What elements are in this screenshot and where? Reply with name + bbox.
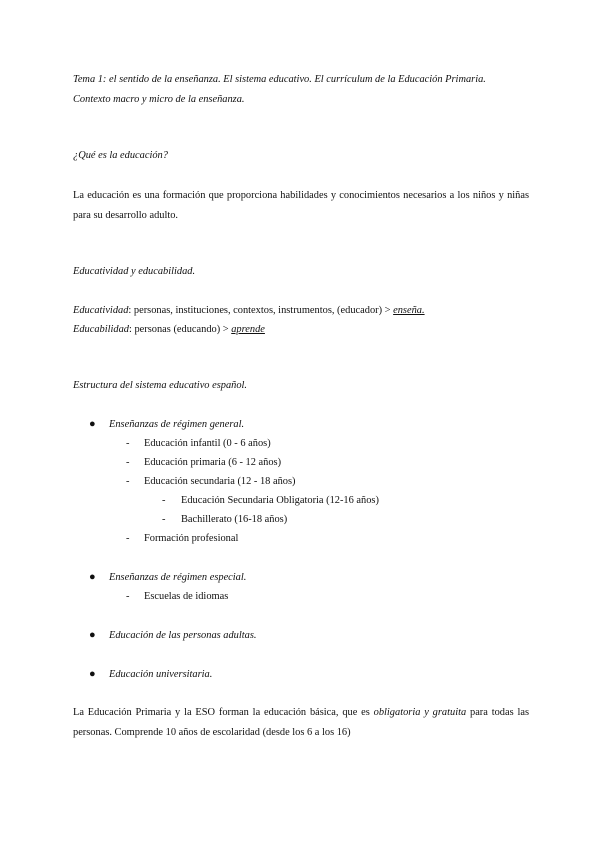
sub-item-secundaria [126,472,295,492]
educabilidad-text: : personas (educando) > [129,324,232,335]
final-text-2: para todas las personas. Comprende 10 años de escolaridad (desde los 6 a los 16) [73,707,529,738]
final-paragraph [73,703,529,742]
dash-icon: - [126,591,130,602]
list-item-especial-label: Enseñanzas de régimen especial. [109,572,247,583]
definition-paragraph: La educación es una formación que proporciona habilidades y conocimientos necesarios a los niños y niñas para su desarrollo adulto. [73,190,529,221]
educabilidad-term: Educabilidad [73,324,129,335]
bullet-icon: ● [89,629,96,641]
dash-icon: - [126,438,130,449]
sub-item-label: Escuelas de idiomas [144,591,229,602]
sub-item-label: Formación profesional [144,533,239,544]
list-item-adultas [89,626,256,646]
sub-sub-item-label: Educación Secundaria Obligatoria (12-16 años) [181,495,379,506]
document-title [73,70,533,109]
sub-item-infantil [126,434,271,454]
title-line-1: Tema 1: el sentido de la enseñanza. El sistema educativo. El currículum de la Educación Primaria. [73,74,486,85]
list-item-universitaria-label: Educación universitaria. [109,669,213,680]
educabilidad-result: aprende [231,324,265,335]
bullet-icon: ● [89,418,96,430]
list-item-general [89,415,244,435]
title-line-2: Contexto macro y micro de la enseñanza. [73,93,245,105]
dash-icon: - [162,514,166,525]
sub-sub-item-bachillerato [162,510,287,530]
sub-item-label: Educación primaria (6 - 12 años) [144,457,282,468]
bullet-icon: ● [89,668,96,680]
dash-icon: - [126,476,130,487]
final-gratuita: gratuita [432,707,467,718]
final-text-1: La Educación Primaria y la ESO forman la educación básica, que es [73,707,374,718]
sub-item-label: Educación secundaria (12 - 18 años) [144,476,296,487]
list-item-universitaria [89,665,212,685]
sub-sub-item-eso [162,491,379,511]
educatividad-result: enseña. [393,305,425,316]
list-item-general-label: Enseñanzas de régimen general. [109,419,245,430]
dash-icon: - [126,533,130,544]
educabilidad-line [73,320,533,340]
sub-item-primaria [126,453,281,473]
sub-item-fp [126,529,238,549]
list-item-especial [89,568,246,588]
sub-sub-item-label: Bachillerato (16-18 años) [181,514,288,525]
educatividad-heading: Educatividad y educabilidad. [73,266,196,277]
educatividad-term: Educatividad [73,305,129,316]
final-obligatoria: obligatoria [373,707,421,718]
sub-item-idiomas [126,587,228,607]
educatividad-line [73,301,533,321]
list-item-adultas-label: Educación de las personas adultas. [109,630,257,641]
educatividad-text: : personas, instituciones, contextos, instrumentos, (educador) > [128,305,394,316]
structure-heading: Estructura del sistema educativo español. [73,380,248,391]
dash-icon: - [162,495,166,506]
sub-item-label: Educación infantil (0 - 6 años) [144,438,271,449]
bullet-icon: ● [89,571,96,583]
dash-icon: - [126,457,130,468]
final-y: y [420,707,433,718]
question-heading: ¿Qué es la educación? [73,150,168,161]
